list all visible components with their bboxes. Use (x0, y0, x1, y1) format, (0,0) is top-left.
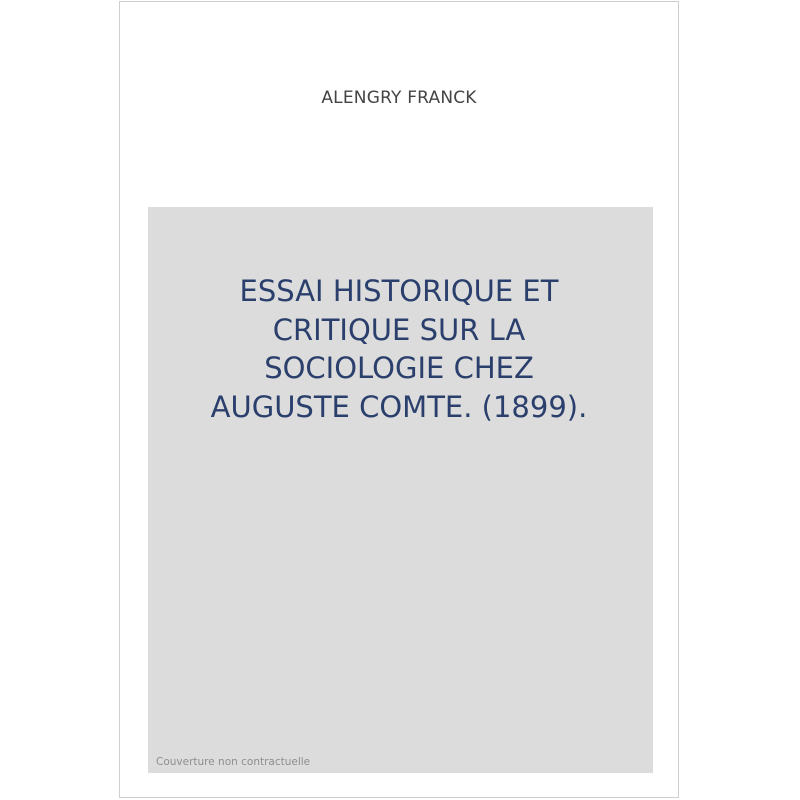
cover-title-line: SOCIOLOGIE CHEZ (264, 351, 534, 385)
cover-title (120, 272, 678, 426)
book-cover (119, 1, 679, 798)
cover-title-line: CRITIQUE SUR LA (272, 312, 526, 347)
cover-author: ALENGRY FRANCK (321, 88, 477, 108)
cover-title-line: ESSAI HISTORIQUE ET (239, 274, 559, 308)
cover-title-line: AUGUSTE COMTE. (1899). (210, 389, 588, 424)
cover-disclaimer: Couverture non contractuelle (156, 756, 311, 768)
